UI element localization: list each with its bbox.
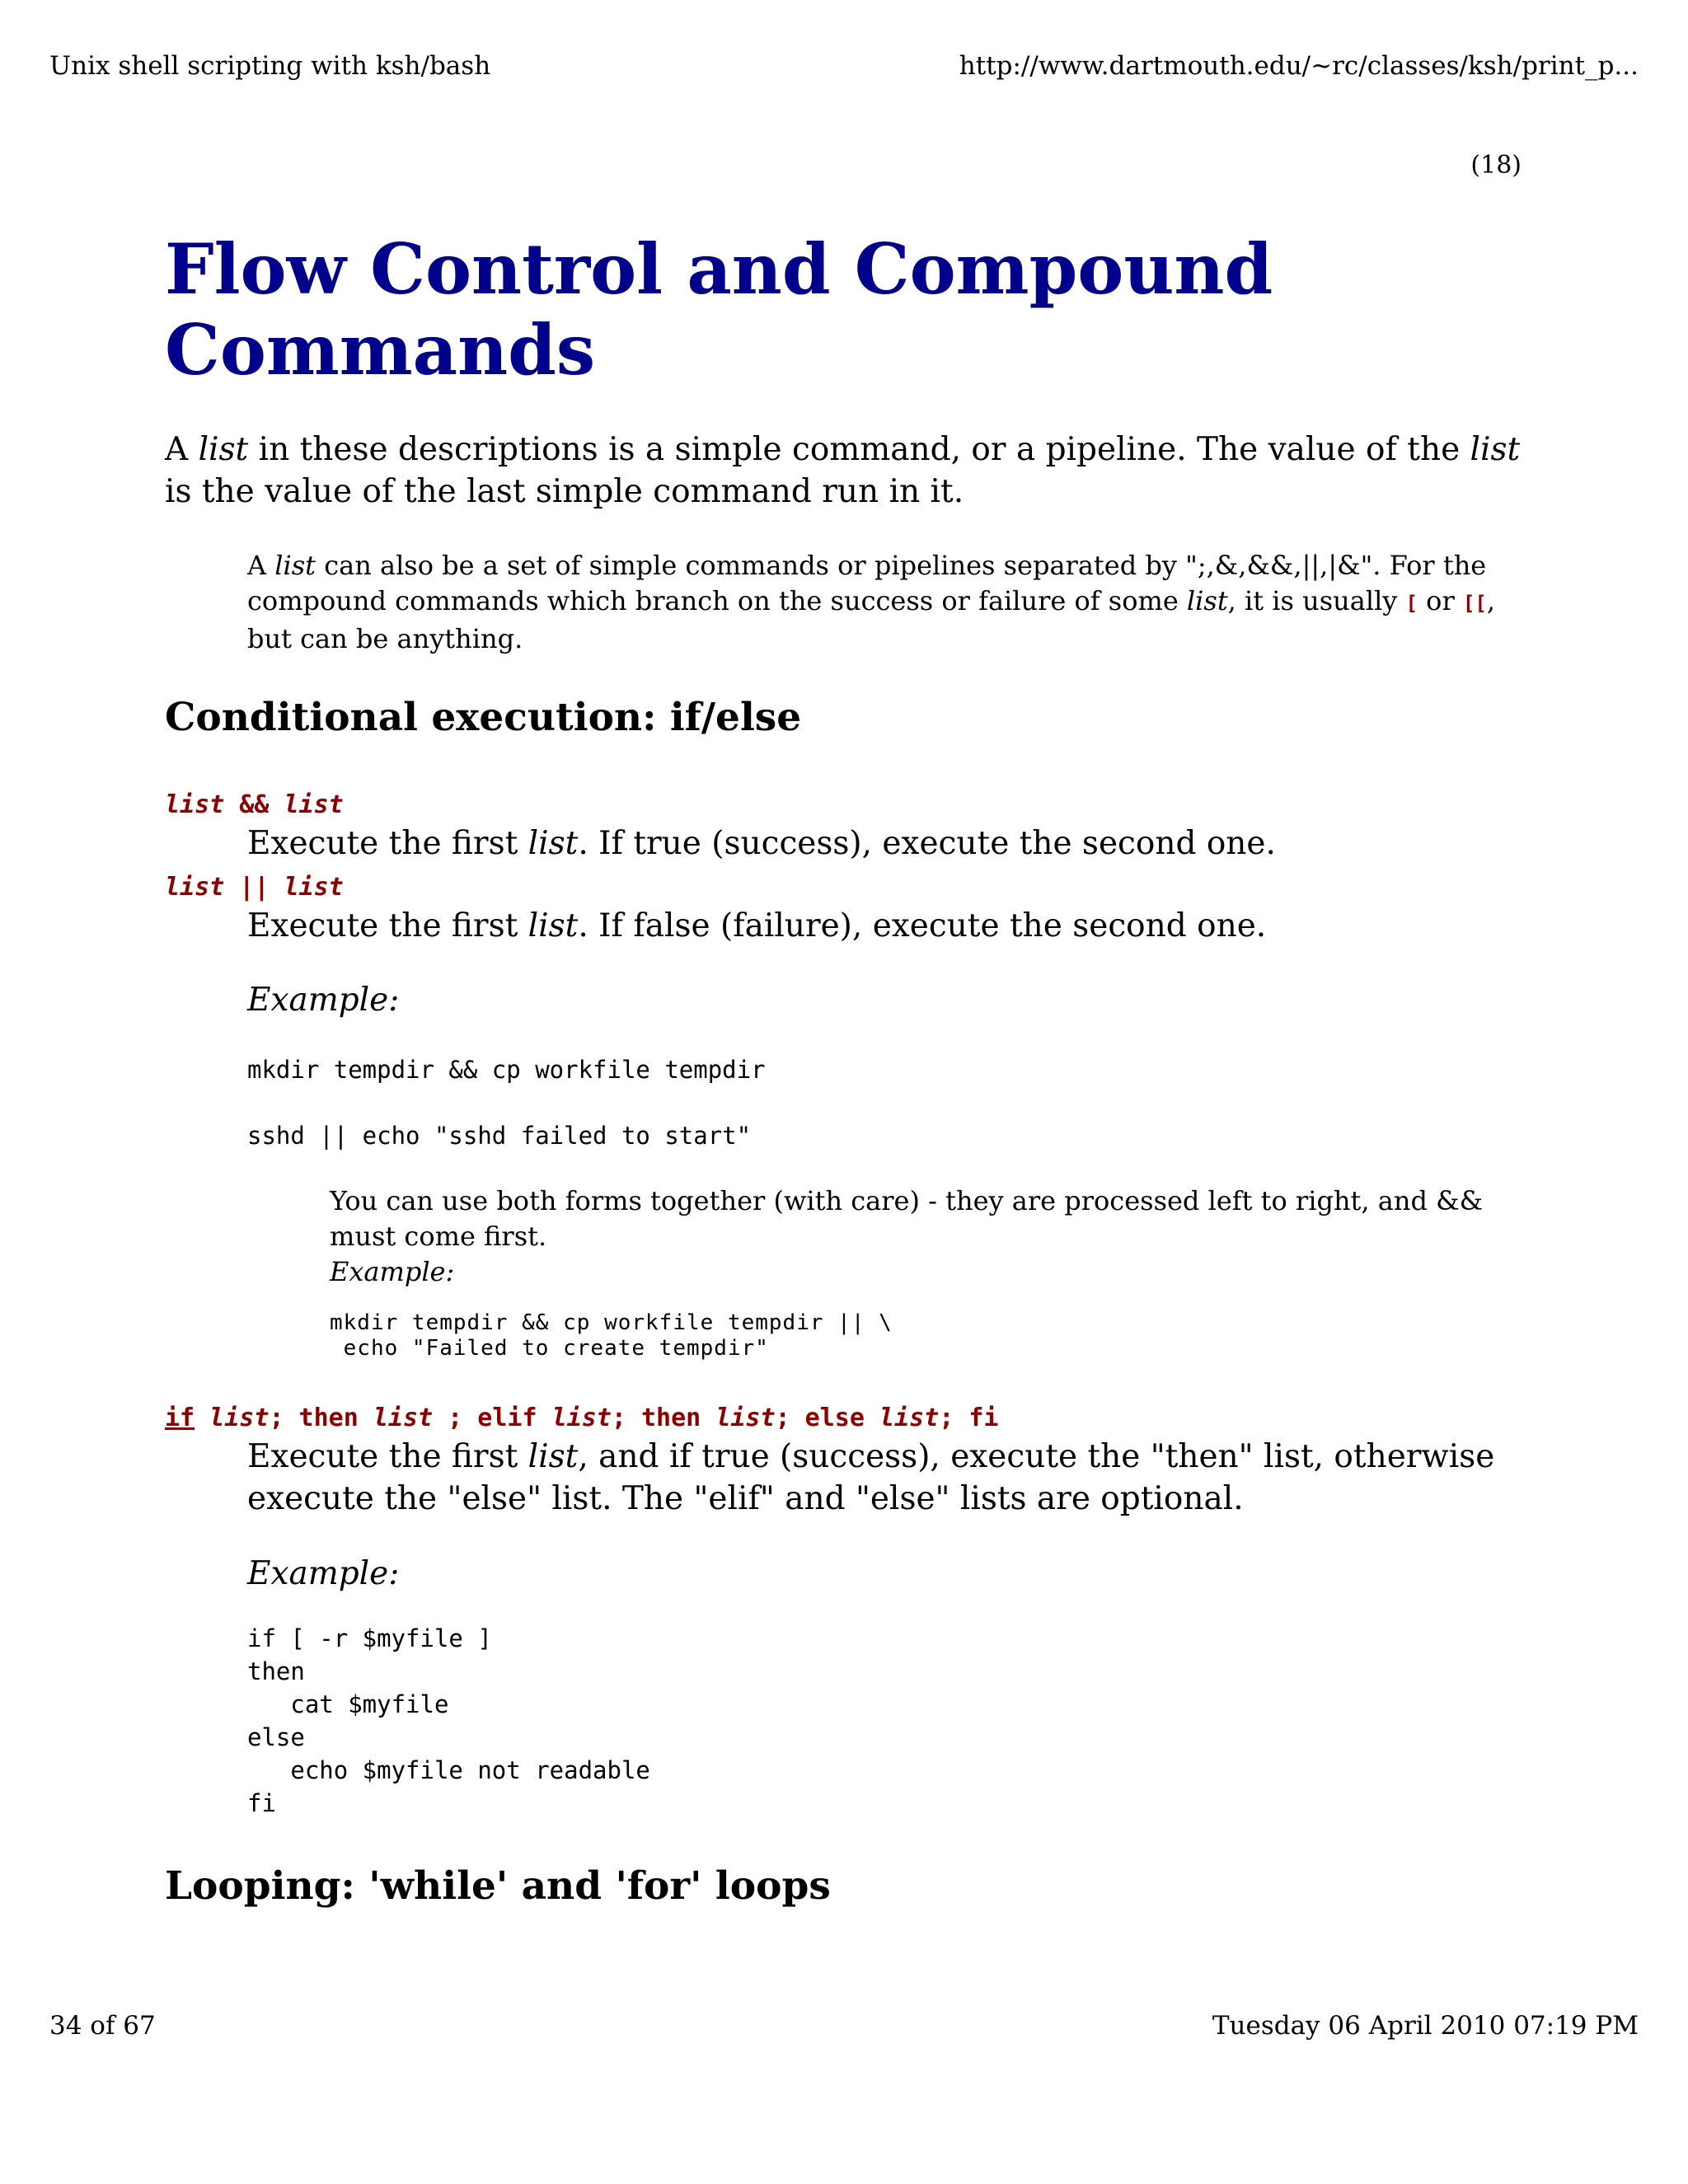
term-if-description: Execute the first list, and if true (success), execute the "then" list, otherwise execute the "else" list. The "elif" and "else" lists are optional. <box>247 1438 1495 1517</box>
code-example-combined: mkdir tempdir && cp workfile tempdir || \ echo "Failed to create tempdir" <box>330 1310 893 1361</box>
term-if-then-else: if list; then list ; elif list; then list; else list; fi <box>165 1404 999 1432</box>
section-heading-looping: Looping: 'while' and 'for' loops <box>165 1863 831 1909</box>
section-heading-conditional: Conditional execution: if/else <box>165 695 802 740</box>
inline-code-bracket: [ <box>1405 592 1418 615</box>
code-example-and: mkdir tempdir && cp workfile tempdir <box>247 1056 766 1084</box>
browser-header-title: Unix shell scripting with ksh/bash <box>49 51 491 81</box>
intro-paragraph: A list in these descriptions is a simple command, or a pipeline. The value of the list is the value of the last simple command run in it. <box>165 431 1521 510</box>
code-example-if: if [ -r $myfile ] then cat $myfile else echo $myfile not readable fi <box>247 1624 650 1817</box>
term-or-list: list || list <box>165 873 344 902</box>
term-and-description: Execute the first list. If true (success), execute the second one. <box>247 825 1276 862</box>
term-or-description: Execute the first list. If false (failure), execute the second one. <box>247 907 1267 944</box>
page-title: Flow Control and Compound Commands <box>165 228 1273 391</box>
if-keyword-link[interactable]: if <box>165 1404 195 1432</box>
list-note: A list can also be a set of simple commands or pipelines separated by ";,&,&&,||,|&". For the compound commands which branch on the success or failure of some list, it is usually [ or [[, but can be anything. <box>247 550 1495 654</box>
slide-number: (18) <box>1470 151 1522 180</box>
intro-em-list-2: list <box>1470 431 1521 468</box>
example-label: Example: <box>247 982 400 1019</box>
code-example-or: sshd || echo "sshd failed to start" <box>247 1122 752 1150</box>
print-timestamp: Tuesday 06 April 2010 07:19 PM <box>1212 2011 1639 2041</box>
page-counter: 34 of 67 <box>49 2011 156 2041</box>
combined-forms-note: You can use both forms together (with care) - they are processed left to right, and && must come first. <box>330 1185 1484 1252</box>
intro-em-list: list <box>198 431 249 468</box>
example-label-if: Example: <box>247 1555 400 1592</box>
combined-example-label: Example: <box>330 1256 455 1287</box>
browser-header-url: http://www.dartmouth.edu/~rc/classes/ksh/print_p... <box>959 51 1639 81</box>
term-and-list: list && list <box>165 790 344 819</box>
inline-code-double-bracket: [[ <box>1462 592 1487 615</box>
